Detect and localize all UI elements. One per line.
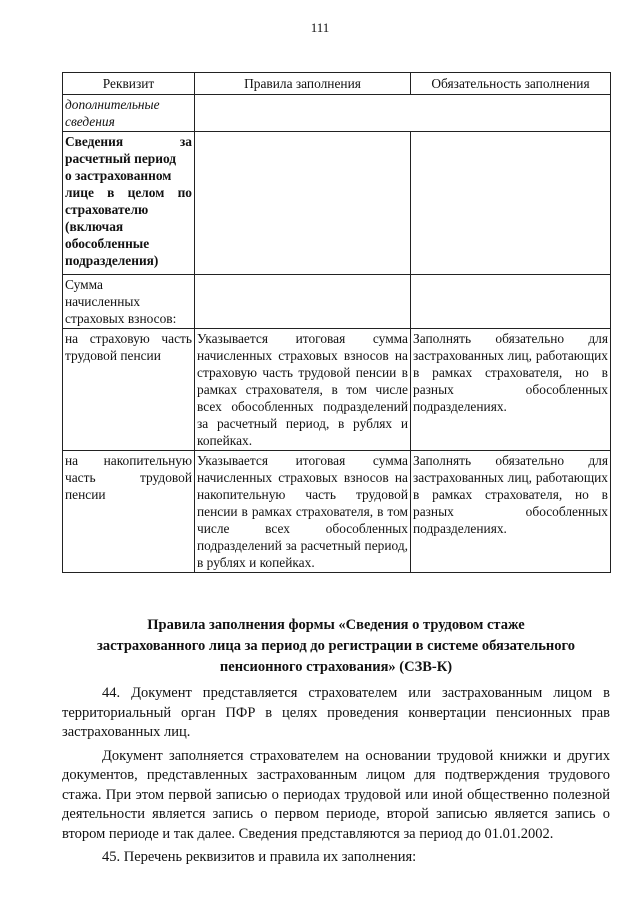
label-line: расчетный период	[65, 151, 177, 166]
label-line: (включая	[65, 219, 124, 234]
cell-accrued-sum-label	[63, 275, 195, 329]
label-line: обособленные	[65, 236, 150, 251]
requisites-table	[62, 72, 611, 573]
cell-additional-info-empty	[195, 95, 611, 132]
section-title-line: пенсионного страхования» (СЗВ-К)	[219, 659, 453, 675]
table-row-insurance-part	[63, 329, 611, 451]
page-number: 111	[310, 20, 330, 35]
cell-funded-part-rule: Указывается итоговая сумма начисленных страховых взносов на накопительную часть трудовой пенсии в рамках страхователя, в том числе всех обособленных подразделений за расчетный период, в рублях и копейках.	[195, 451, 411, 573]
paragraph-document-filling: Документ заполняется страхователем на основании трудовой книжки и других документов, представленных застрахованным лицом для подтверждения трудового стажа. При этом первой записью о периодах трудовой или иной общественно полезной деятельности является запись о первом периоде, второй записью является запись о втором периоде и так далее. Сведения представляются за период до 01.01.2002.	[62, 747, 610, 842]
paragraph-44: 44. Документ представляется страхователем или застрахованным лицом в территориальный орган ПФР в целях проведения конвертации пенсионных прав застрахованных лиц.	[62, 685, 610, 740]
header-fill-rules: Правила заполнения	[195, 73, 411, 95]
header-requisite: Реквизит	[63, 73, 195, 95]
table-row-period-section	[63, 132, 611, 275]
body-text	[62, 684, 610, 872]
cell-insurance-part-label: на страховую часть трудовой пенсии	[63, 329, 195, 451]
table-row-additional-info	[63, 95, 611, 132]
label-line: страховых взносов:	[65, 311, 177, 326]
cell-period-section-rules-empty	[195, 132, 411, 275]
header-obligation: Обязательность заполнения	[411, 73, 611, 95]
cell-funded-part-label: на накопительную часть трудовой пенсии	[63, 451, 195, 573]
label-line: подразделения)	[65, 253, 159, 268]
cell-insurance-part-rule: Указывается итоговая сумма начисленных страховых взносов на страховую часть трудовой пенсии в рамках страхователя, в том числе всех обособленных подразделений за расчетный период, в рублях и копейках.	[195, 329, 411, 451]
section-title	[62, 615, 610, 678]
cell-additional-info-label	[63, 95, 195, 132]
label-line: начисленных	[65, 294, 141, 309]
paragraph-45: 45. Перечень реквизитов и правила их заполнения:	[102, 849, 417, 865]
table-row-funded-part	[63, 451, 611, 573]
section-title-line: застрахованного лица за период до регистрации в системе обязательного	[97, 638, 575, 654]
cell-period-section-label	[63, 132, 195, 275]
section-title-line: Правила заполнения формы «Сведения о трудовом стаже	[147, 617, 525, 633]
label-line: Сумма	[65, 277, 103, 292]
label-line: дополнительные	[65, 97, 160, 112]
cell-insurance-part-obligation: Заполнять обязательно для застрахованных лиц, работающих в рамках страхователя, но в разных обособленных подразделениях.	[411, 329, 611, 451]
label-line: сведения	[65, 114, 115, 129]
label-line: лице в целом по	[65, 185, 192, 200]
table-header-row	[63, 73, 611, 95]
cell-funded-part-obligation: Заполнять обязательно для застрахованных лиц, работающих в рамках страхователя, но в разных обособленных подразделениях.	[411, 451, 611, 573]
table-row-accrued-sum	[63, 275, 611, 329]
cell-accrued-sum-rules-empty	[195, 275, 411, 329]
label-line: о застрахованном	[65, 168, 172, 183]
label-line: страхователю	[65, 202, 149, 217]
cell-accrued-sum-obligation-empty	[411, 275, 611, 329]
cell-period-section-obligation-empty	[411, 132, 611, 275]
label-line: Сведения за	[65, 134, 192, 149]
